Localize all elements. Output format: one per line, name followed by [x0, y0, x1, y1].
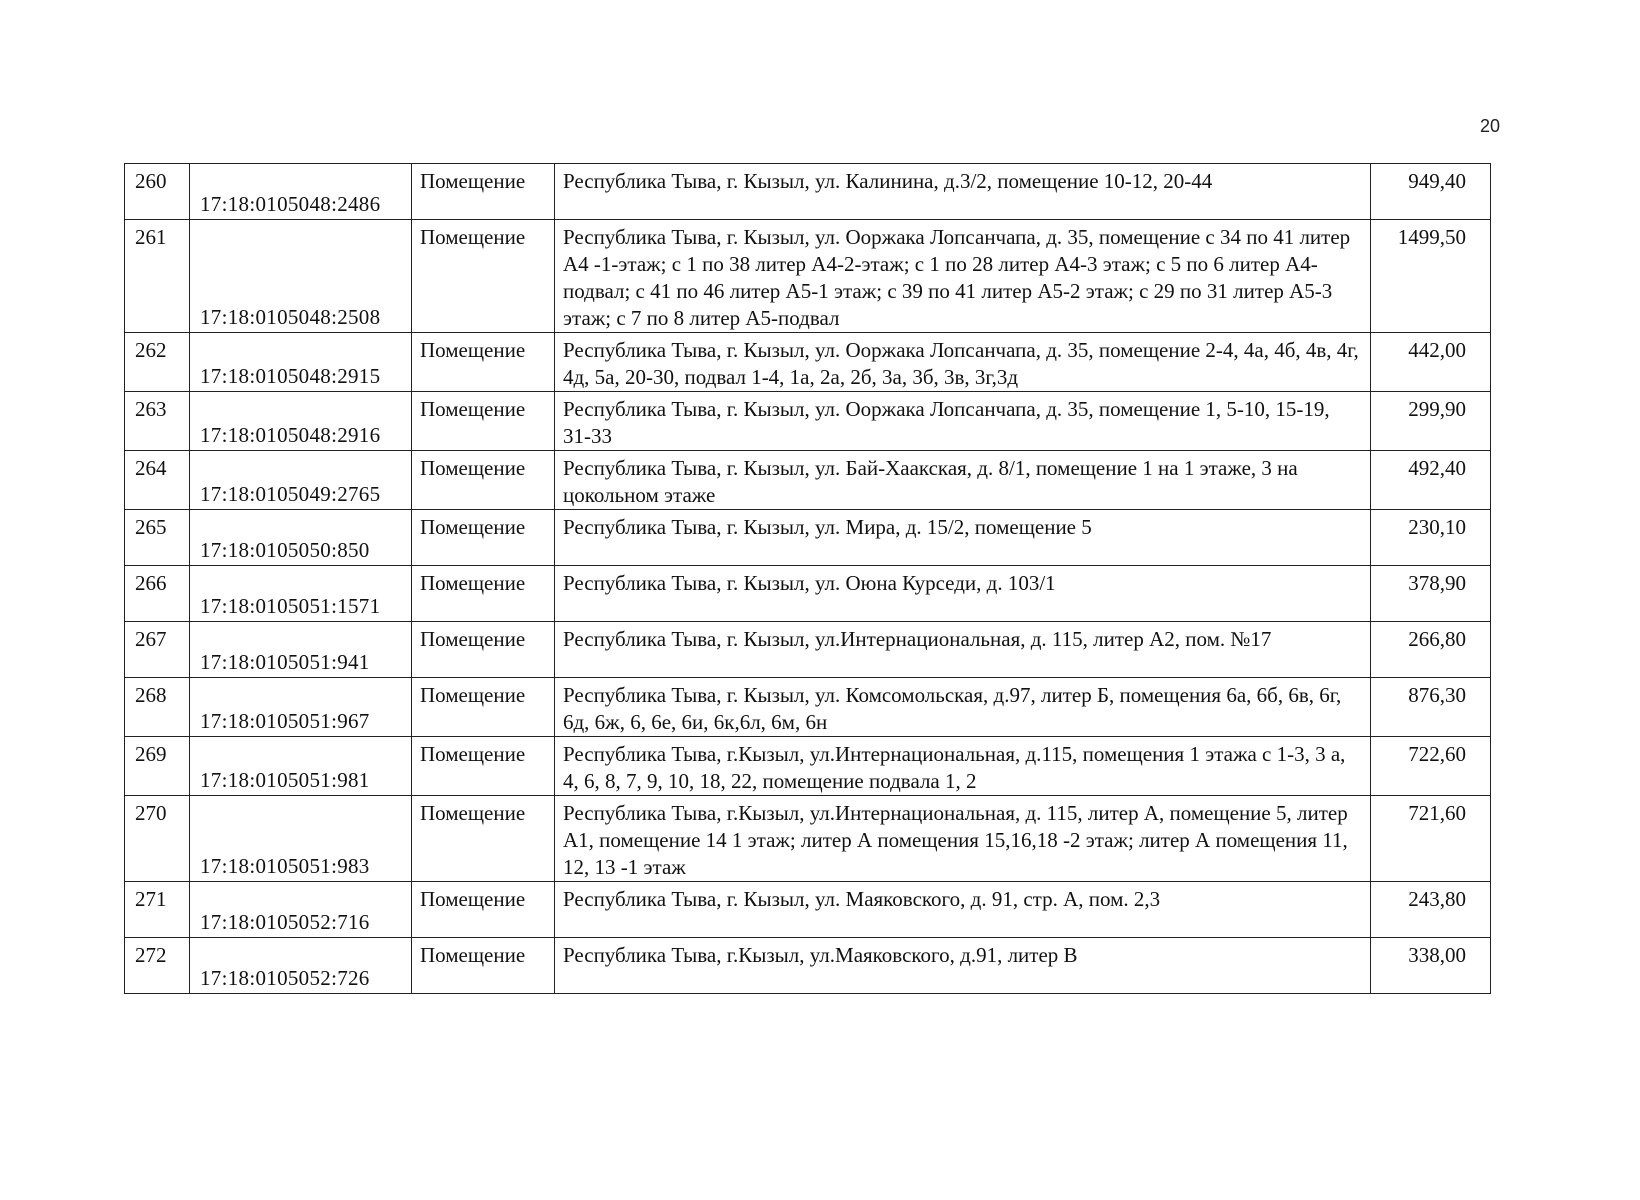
- row-number-cell: 269: [125, 737, 190, 796]
- area-cell: 378,90: [1371, 566, 1491, 622]
- table-row: [125, 392, 1491, 451]
- area-cell: 1499,50: [1371, 220, 1491, 333]
- object-type-cell: Помещение: [412, 678, 555, 737]
- table-row: [125, 938, 1491, 994]
- object-type-cell: Помещение: [412, 882, 555, 938]
- row-number-cell: 264: [125, 451, 190, 510]
- cadastral-number-cell: 17:18:0105051:983: [190, 796, 412, 882]
- row-number-cell: 268: [125, 678, 190, 737]
- cadastral-number-cell: 17:18:0105051:941: [190, 622, 412, 678]
- area-cell: 876,30: [1371, 678, 1491, 737]
- address-cell: Республика Тыва, г.Кызыл, ул.Интернациональная, д.115, помещения 1 этажа с 1-3, 3 а, 4, 6, 8, 7, 9, 10, 18, 22, помещение подвала 1, 2: [555, 737, 1371, 796]
- table-row: [125, 510, 1491, 566]
- row-number-cell: 262: [125, 333, 190, 392]
- cadastral-number-cell: 17:18:0105052:716: [190, 882, 412, 938]
- table-row: [125, 220, 1491, 333]
- row-number-cell: 267: [125, 622, 190, 678]
- row-number-cell: 260: [125, 164, 190, 220]
- object-type-cell: Помещение: [412, 451, 555, 510]
- page-number: 20: [1479, 116, 1500, 136]
- row-number-cell: 270: [125, 796, 190, 882]
- object-type-cell: Помещение: [412, 333, 555, 392]
- table-row: [125, 164, 1491, 220]
- address-cell: Республика Тыва, г. Кызыл, ул. Бай-Хаакская, д. 8/1, помещение 1 на 1 этаже, 3 на цокольном этаже: [555, 451, 1371, 510]
- table-row: [125, 678, 1491, 737]
- address-cell: Республика Тыва, г. Кызыл, ул. Ооржака Лопсанчапа, д. 35, помещение с 34 по 41 литер А4 -1-этаж; с 1 по 38 литер А4-2-этаж; с 1 по 28 литер А4-3 этаж; с 5 по 6 литер А4-подвал; с 41 по 46 литер А5-1 этаж; с 39 по 41 литер А5-2 этаж; с 29 по 31 литер А5-3 этаж; с 7 по 8 литер А5-подвал: [555, 220, 1371, 333]
- object-type-cell: Помещение: [412, 622, 555, 678]
- cadastral-number-cell: 17:18:0105048:2915: [190, 333, 412, 392]
- table-row: [125, 566, 1491, 622]
- area-cell: 230,10: [1371, 510, 1491, 566]
- cadastral-number-cell: 17:18:0105051:981: [190, 737, 412, 796]
- address-cell: Республика Тыва, г.Кызыл, ул.Маяковского, д.91, литер В: [555, 938, 1371, 994]
- address-cell: Республика Тыва, г. Кызыл, ул. Ооржака Лопсанчапа, д. 35, помещение 1, 5-10, 15-19, 31-33: [555, 392, 1371, 451]
- property-registry-table: [124, 163, 1491, 994]
- object-type-cell: Помещение: [412, 796, 555, 882]
- object-type-cell: Помещение: [412, 566, 555, 622]
- area-cell: 442,00: [1371, 333, 1491, 392]
- object-type-cell: Помещение: [412, 510, 555, 566]
- address-cell: Республика Тыва, г. Кызыл, ул. Мира, д. 15/2, помещение 5: [555, 510, 1371, 566]
- area-cell: 722,60: [1371, 737, 1491, 796]
- row-number-cell: 263: [125, 392, 190, 451]
- area-cell: 949,40: [1371, 164, 1491, 220]
- area-cell: 266,80: [1371, 622, 1491, 678]
- area-cell: 492,40: [1371, 451, 1491, 510]
- cadastral-number-cell: 17:18:0105051:967: [190, 678, 412, 737]
- table-row: [125, 882, 1491, 938]
- table-row: [125, 333, 1491, 392]
- object-type-cell: Помещение: [412, 938, 555, 994]
- area-cell: 721,60: [1371, 796, 1491, 882]
- row-number-cell: 261: [125, 220, 190, 333]
- cadastral-number-cell: 17:18:0105051:1571: [190, 566, 412, 622]
- area-cell: 299,90: [1371, 392, 1491, 451]
- address-cell: Республика Тыва, г.Кызыл, ул.Интернациональная, д. 115, литер А, помещение 5, литер А1, помещение 14 1 этаж; литер А помещения 15,16,18 -2 этаж; литер А помещения 11, 12, 13 -1 этаж: [555, 796, 1371, 882]
- table-row: [125, 796, 1491, 882]
- object-type-cell: Помещение: [412, 220, 555, 333]
- table-row: [125, 622, 1491, 678]
- address-cell: Республика Тыва, г. Кызыл, ул. Комсомольская, д.97, литер Б, помещения 6а, 6б, 6в, 6г, 6д, 6ж, 6, 6е, 6и, 6к,6л, 6м, 6н: [555, 678, 1371, 737]
- cadastral-number-cell: 17:18:0105048:2916: [190, 392, 412, 451]
- cadastral-number-cell: 17:18:0105048:2508: [190, 220, 412, 333]
- cadastral-number-cell: 17:18:0105048:2486: [190, 164, 412, 220]
- table-row: [125, 737, 1491, 796]
- address-cell: Республика Тыва, г. Кызыл, ул. Ооржака Лопсанчапа, д. 35, помещение 2-4, 4а, 4б, 4в, 4г, 4д, 5а, 20-30, подвал 1-4, 1а, 2а, 2б, 3а, 3б, 3в, 3г,3д: [555, 333, 1371, 392]
- cadastral-number-cell: 17:18:0105052:726: [190, 938, 412, 994]
- table-row: [125, 451, 1491, 510]
- address-cell: Республика Тыва, г. Кызыл, ул. Маяковского, д. 91, стр. А, пом. 2,3: [555, 882, 1371, 938]
- row-number-cell: 271: [125, 882, 190, 938]
- cadastral-number-cell: 17:18:0105049:2765: [190, 451, 412, 510]
- area-cell: 338,00: [1371, 938, 1491, 994]
- cadastral-number-cell: 17:18:0105050:850: [190, 510, 412, 566]
- row-number-cell: 266: [125, 566, 190, 622]
- object-type-cell: Помещение: [412, 164, 555, 220]
- area-cell: 243,80: [1371, 882, 1491, 938]
- row-number-cell: 265: [125, 510, 190, 566]
- address-cell: Республика Тыва, г. Кызыл, ул. Калинина, д.3/2, помещение 10-12, 20-44: [555, 164, 1371, 220]
- object-type-cell: Помещение: [412, 737, 555, 796]
- object-type-cell: Помещение: [412, 392, 555, 451]
- address-cell: Республика Тыва, г. Кызыл, ул.Интернациональная, д. 115, литер А2, пом. №17: [555, 622, 1371, 678]
- row-number-cell: 272: [125, 938, 190, 994]
- address-cell: Республика Тыва, г. Кызыл, ул. Оюна Курседи, д. 103/1: [555, 566, 1371, 622]
